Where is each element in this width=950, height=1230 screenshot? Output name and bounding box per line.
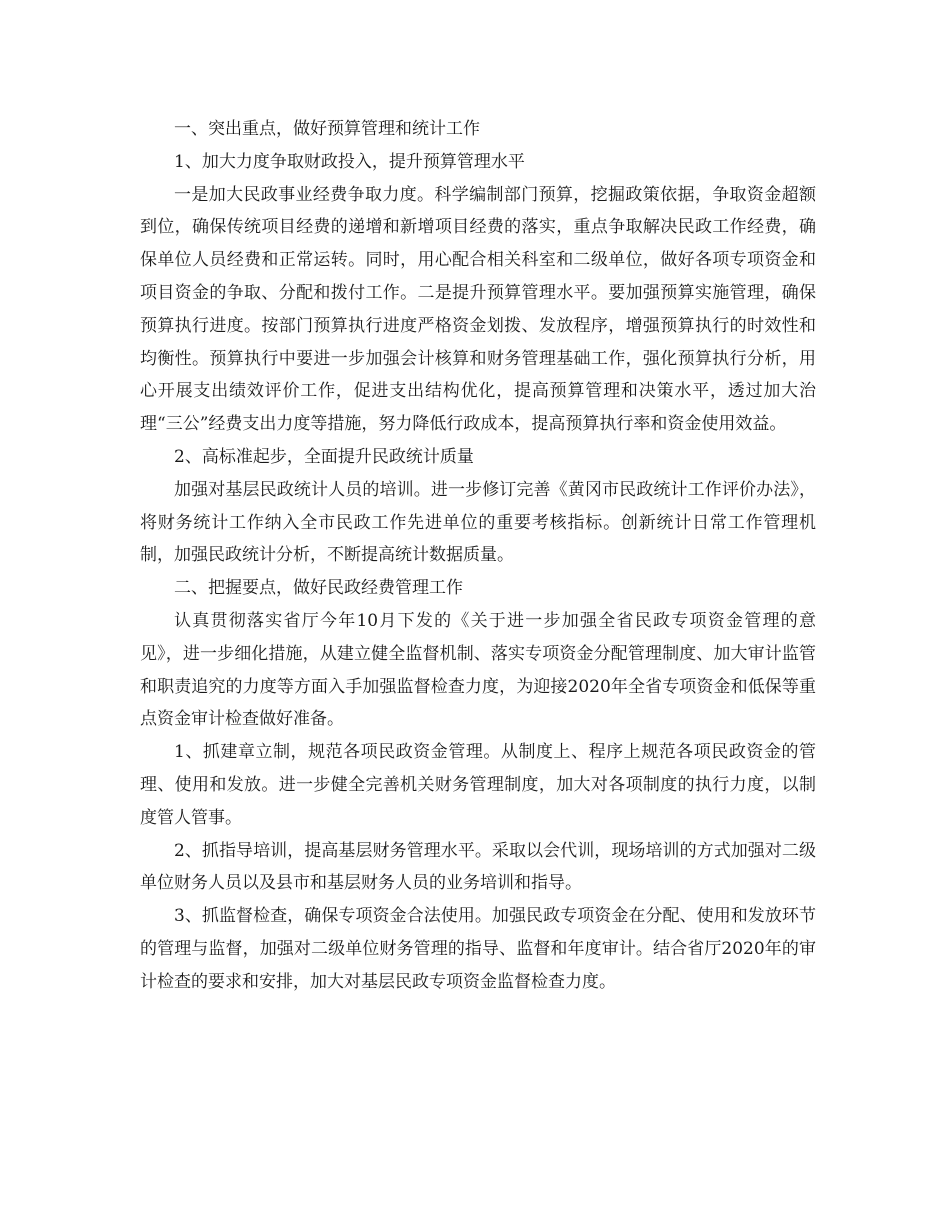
section-heading-1: 一、突出重点，做好预算管理和统计工作 xyxy=(174,119,480,139)
paragraph-statistics: 加强对基层民政统计人员的培训。进一步修订完善《黄冈市民政统计工作评价办法》，将财务统计工作纳入全市民政工作先进单位的重要考核指标。创新统计日常工作管理机制，加强民政统计分析，不断提高统计数据质量。 xyxy=(140,479,816,566)
paragraph-item-2-2: 2、抓指导培训，提高基层财务管理水平。采取以会代训，现场培训的方式加强对二级单位财务人员以及县市和基层财务人员的业务培训和指导。 xyxy=(140,840,816,894)
paragraph-budget: 一是加大民政事业经费争取力度。科学编制部门预算，挖掘政策依据，争取资金超额到位，确保传统项目经费的递增和新增项目经费的落实，重点争取解决民政工作经费，确保单位人员经费和正常运转。同时，用心配合相关科室和二级单位，做好各项专项资金和项目资金的争取、分配和拨付工作。二是提升预算管理水平。要加强预算实施管理，确保预算执行进度。按部门预算执行进度严格资金划拨、发放程序，增强预算执行的时效性和均衡性。预算执行中要进一步加强会计核算和财务管理基础工作，强化预算执行分析，用心开展支出绩效评价工作，促进支出结构优化，提高预算管理和决策水平，透过加大治理“三公”经费支出力度等措施，努力降低行政成本，提高预算执行率和资金使用效益。 xyxy=(140,184,816,435)
subheading-1-2: 2、高标准起步，全面提升民政统计质量 xyxy=(174,446,474,467)
document-page xyxy=(140,113,816,999)
paragraph-item-2-1: 1、抓建章立制，规范各项民政资金管理。从制度上、程序上规范各项民政资金的管理、使用和发放。进一步健全完善机关财务管理制度，加大对各项制度的执行力度，以制度管人管事。 xyxy=(140,742,816,828)
paragraph-item-2-3: 3、抓监督检查，确保专项资金合法使用。加强民政专项资金在分配、使用和发放环节的管理与监督，加强对二级单位财务管理的指导、监督和年度审计。结合省厅2020年的审计检查的要求和安排，加大对基层民政专项资金监督检查力度。 xyxy=(140,906,816,992)
paragraph-funds-management: 认真贯彻落实省厅今年10月下发的《关于进一步加强全省民政专项资金管理的意见》，进一步细化措施，从建立健全监督机制、落实专项资金分配管理制度、加大审计监管和职责追究的力度等方面入手加强监督检查力度，为迎接2020年全省专项资金和低保等重点资金审计检查做好准备。 xyxy=(140,610,816,730)
section-heading-2: 二、把握要点，做好民政经费管理工作 xyxy=(174,578,463,599)
subheading-1-1: 1、加大力度争取财政投入，提升预算管理水平 xyxy=(174,151,525,172)
